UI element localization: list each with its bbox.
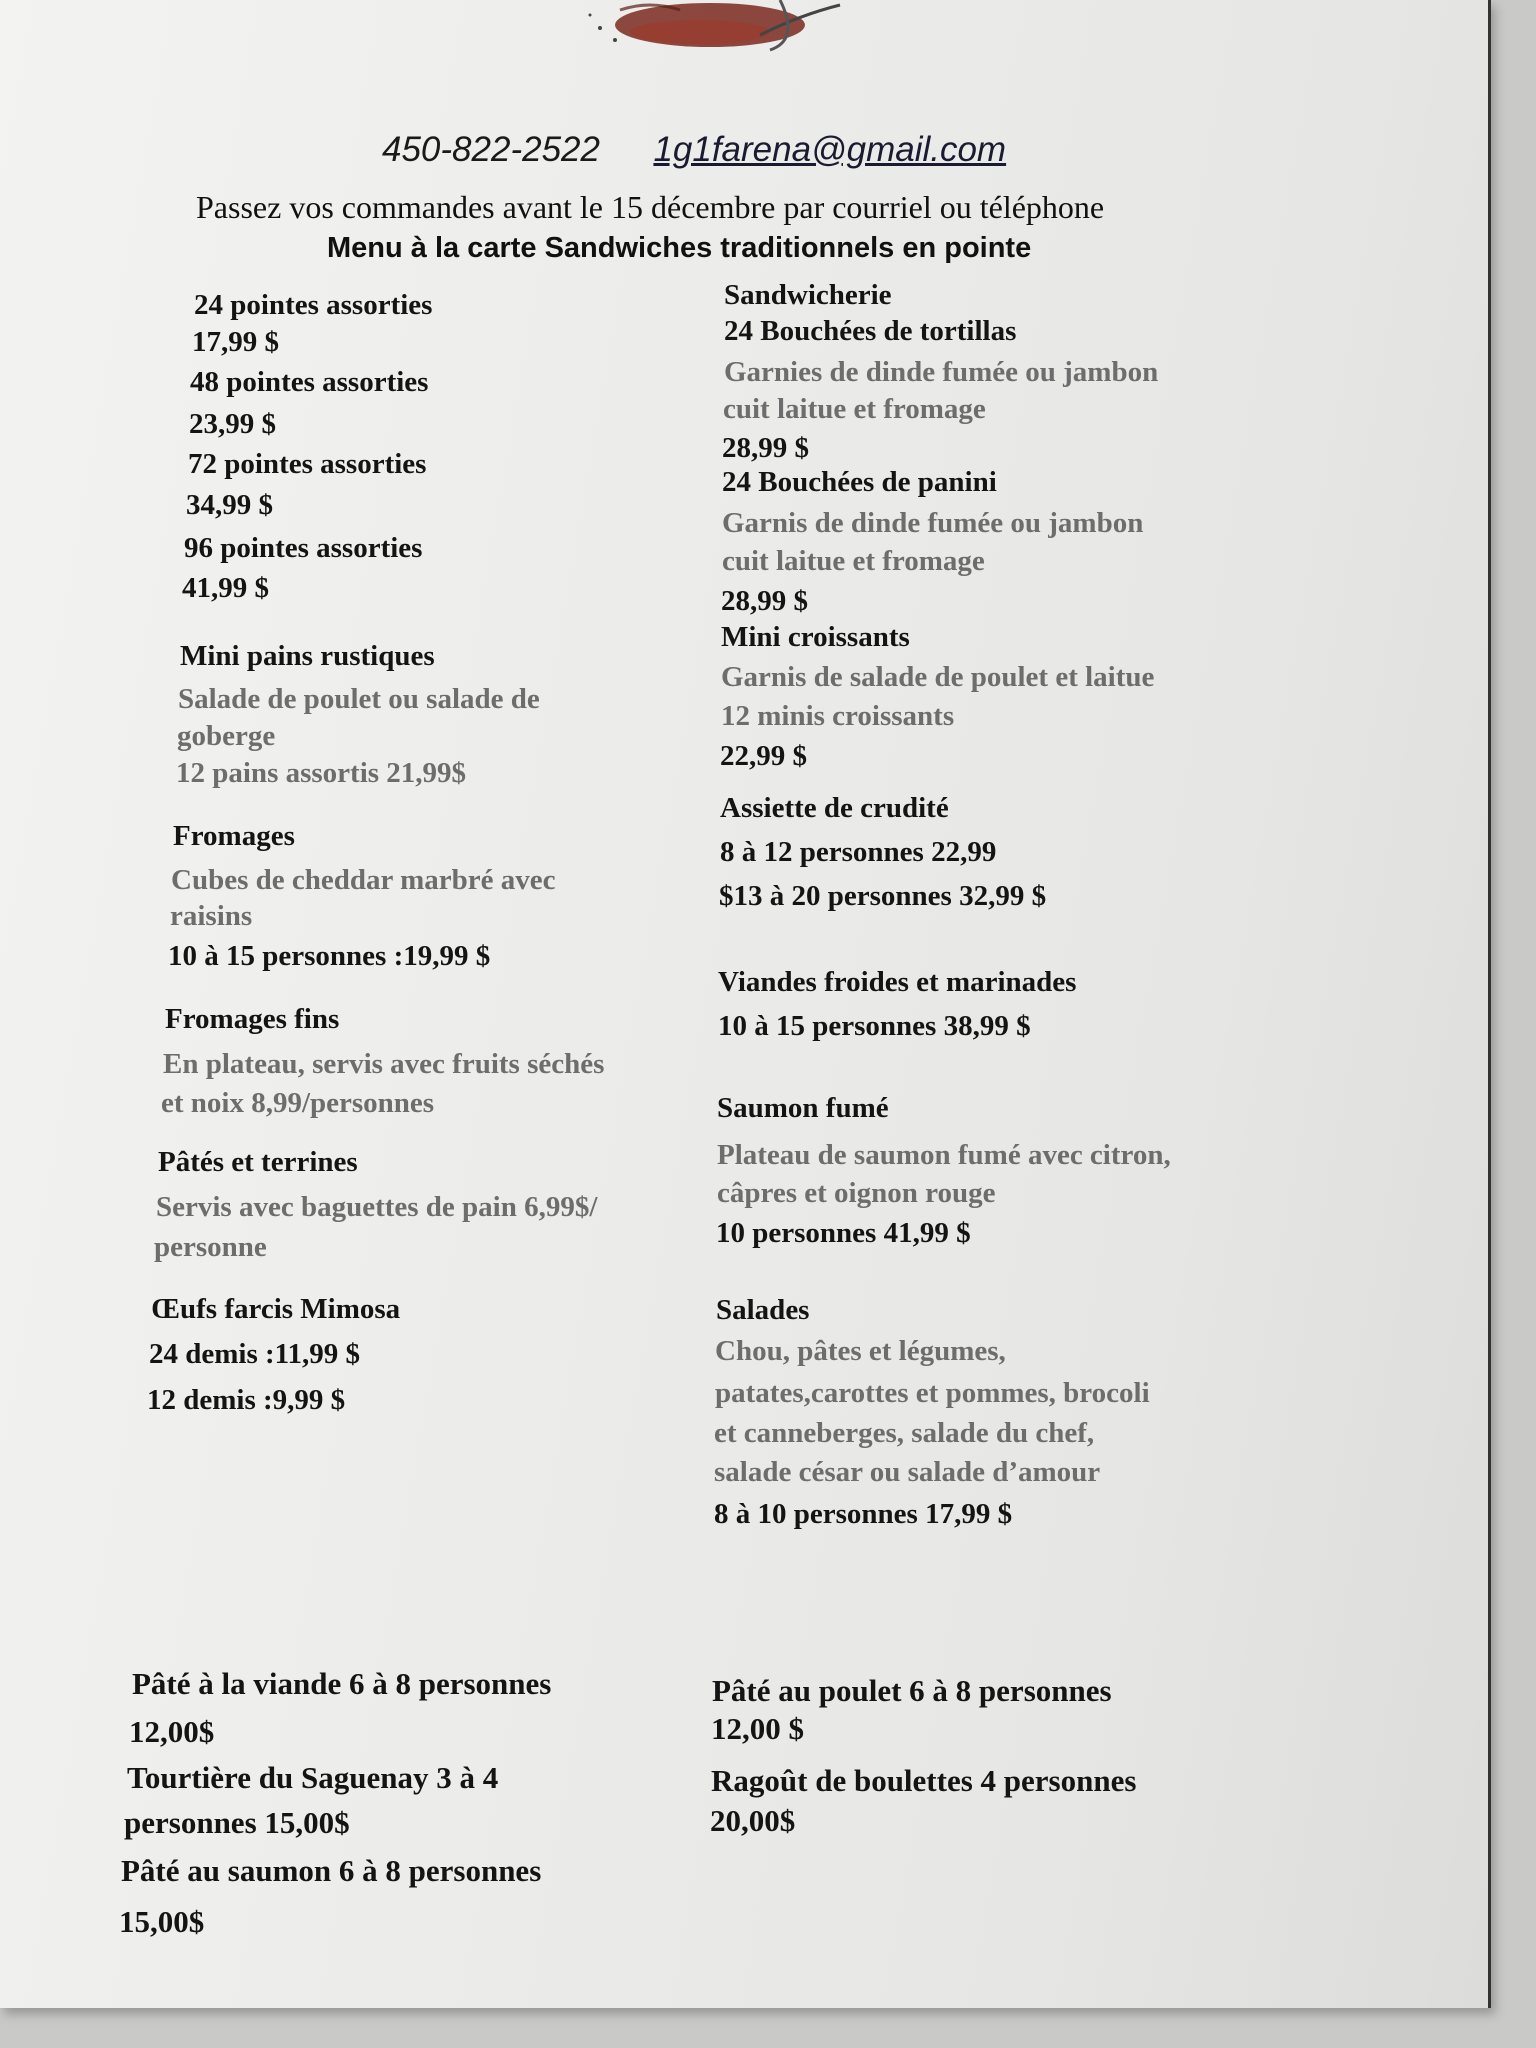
menu-line: Ragoût de boulettes 4 personnes <box>711 1763 1137 1798</box>
menu-line: et canneberges, salade du chef, <box>714 1417 1095 1449</box>
menu-line: 72 pointes assorties <box>188 448 427 480</box>
menu-line: personnes 15,00$ <box>124 1805 350 1840</box>
menu-line: Garnies de dinde fumée ou jambon <box>724 356 1159 388</box>
order-instructions: Passez vos commandes avant le 15 décembre par courriel ou téléphone <box>196 189 1105 225</box>
menu-line: 22,99 $ <box>720 740 807 772</box>
menu-line: patates,carottes et pommes, brocoli <box>715 1377 1150 1409</box>
menu-line: 28,99 $ <box>721 585 808 617</box>
menu-line: Saumon fumé <box>717 1092 889 1124</box>
menu-line: Fromages <box>173 820 295 852</box>
menu-line: Sandwicherie <box>724 279 892 311</box>
menu-line: 48 pointes assorties <box>190 366 429 398</box>
restaurant-logo <box>560 0 900 70</box>
menu-line: Servis avec baguettes de pain 6,99$/ <box>156 1191 598 1223</box>
menu-line: câpres et oignon rouge <box>717 1177 996 1209</box>
menu-line: 10 à 15 personnes :19,99 $ <box>168 940 491 972</box>
menu-line: goberge <box>177 720 276 752</box>
menu-line: 8 à 10 personnes 17,99 $ <box>714 1498 1013 1530</box>
menu-line: Pâté au poulet 6 à 8 personnes <box>712 1673 1112 1708</box>
menu-line: Salade de poulet ou salade de <box>178 683 540 715</box>
menu-line: Garnis de salade de poulet et laitue <box>721 661 1155 693</box>
contact-line <box>382 130 1006 170</box>
menu-line: 24 Bouchées de panini <box>722 466 997 498</box>
menu-line: raisins <box>170 900 253 932</box>
menu-line: 24 demis :11,99 $ <box>149 1338 361 1370</box>
menu-line: Tourtière du Saguenay 3 à 4 <box>127 1760 499 1795</box>
menu-line: 10 à 15 personnes 38,99 $ <box>718 1010 1031 1042</box>
phone-number: 450-822-2522 <box>382 130 600 169</box>
menu-line: 12 pains assortis 21,99$ <box>176 757 467 789</box>
menu-line: 24 pointes assorties <box>194 289 433 321</box>
menu-line: Pâté à la viande 6 à 8 personnes <box>132 1666 552 1701</box>
menu-line: 20,00$ <box>710 1803 796 1838</box>
email-address[interactable]: 1g1farena@gmail.com <box>653 130 1007 169</box>
menu-line: Fromages fins <box>165 1003 340 1035</box>
menu-line: Garnis de dinde fumée ou jambon <box>722 507 1144 539</box>
menu-line: 41,99 $ <box>182 572 269 604</box>
menu-line: 12,00$ <box>129 1714 215 1749</box>
menu-line: Salades <box>716 1294 810 1326</box>
menu-line: $13 à 20 personnes 32,99 $ <box>719 880 1047 912</box>
menu-line: 15,00$ <box>119 1904 205 1939</box>
menu-line: cuit laitue et fromage <box>723 393 986 425</box>
menu-line: En plateau, servis avec fruits séchés <box>163 1048 605 1080</box>
menu-line: Viandes froides et marinades <box>718 966 1077 998</box>
menu-line: 12,00 $ <box>711 1711 804 1746</box>
menu-line: 12 minis croissants <box>721 700 955 732</box>
menu-line: Plateau de saumon fumé avec citron, <box>717 1139 1171 1171</box>
menu-line: Chou, pâtes et légumes, <box>715 1335 1006 1367</box>
menu-line: Mini croissants <box>721 621 910 653</box>
menu-line: et noix 8,99/personnes <box>161 1087 435 1119</box>
menu-line: 28,99 $ <box>722 432 809 464</box>
menu-line: 96 pointes assorties <box>184 532 423 564</box>
menu-heading: Menu à la carte Sandwiches traditionnels en pointe <box>327 232 1032 264</box>
menu-line: personne <box>154 1231 267 1263</box>
menu-line: Œufs farcis Mimosa <box>151 1293 401 1325</box>
menu-line: Pâté au saumon 6 à 8 personnes <box>121 1853 542 1888</box>
menu-line: 24 Bouchées de tortillas <box>724 315 1017 347</box>
menu-line: 12 demis :9,99 $ <box>147 1384 346 1416</box>
menu-line: Assiette de crudité <box>720 792 949 824</box>
menu-line: 8 à 12 personnes 22,99 <box>720 836 997 868</box>
menu-line: 10 personnes 41,99 $ <box>716 1217 971 1249</box>
menu-line: cuit laitue et fromage <box>722 545 985 577</box>
menu-line: Cubes de cheddar marbré avec <box>171 864 556 896</box>
menu-line: 23,99 $ <box>189 408 276 440</box>
menu-line: Pâtés et terrines <box>158 1146 358 1178</box>
menu-line: 17,99 $ <box>192 326 279 358</box>
menu-line: Mini pains rustiques <box>180 640 435 672</box>
menu-line: salade césar ou salade d’amour <box>714 1456 1101 1488</box>
menu-line: 34,99 $ <box>186 489 273 521</box>
